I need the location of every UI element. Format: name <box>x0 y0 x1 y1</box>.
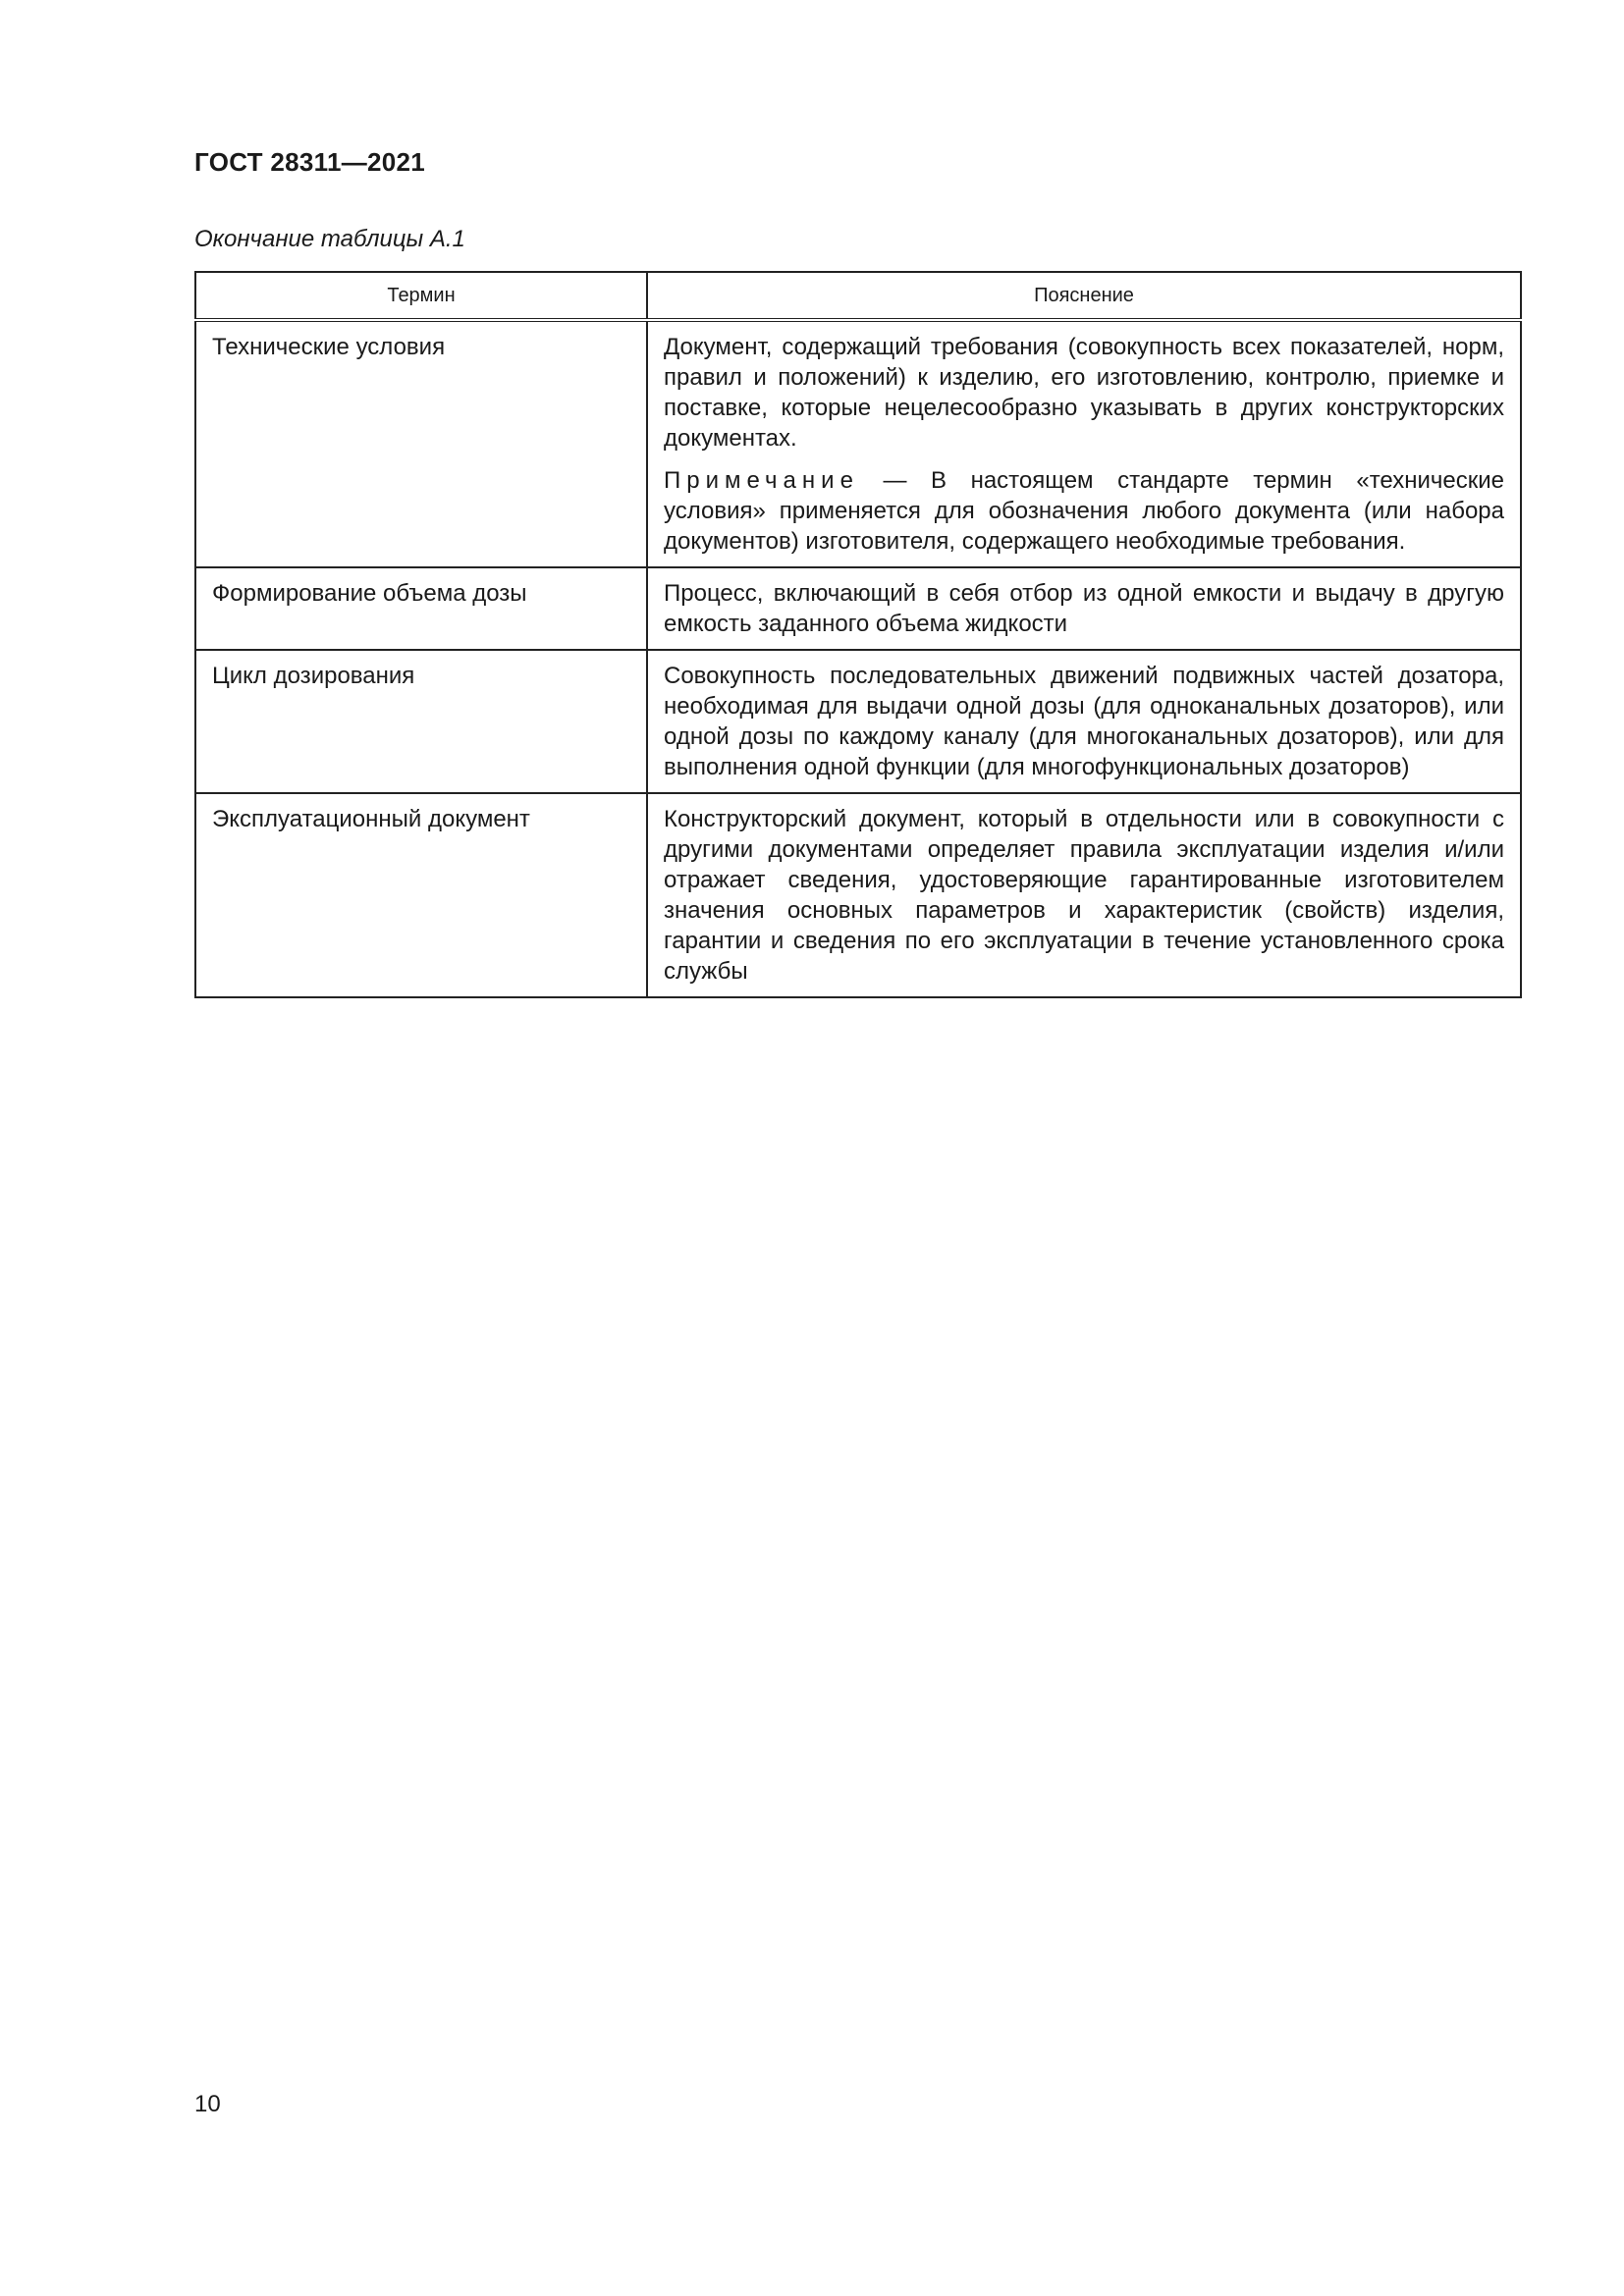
explanation-cell: Совокупность последовательных движений подвижных частей дозатора, необходимая для выдачи одной дозы (для одноканальных дозаторов), или одной дозы по каждому каналу (для многоканальных дозаторов), или для выполнения одной функции (для многофункциональных дозаторов) <box>647 650 1521 793</box>
document-header: ГОСТ 28311—2021 <box>194 147 426 177</box>
page-number: 10 <box>194 2091 221 2117</box>
term-cell: Эксплуатационный документ <box>195 793 647 997</box>
column-header-explanation: Пояснение <box>647 272 1521 320</box>
column-header-term: Термин <box>195 272 647 320</box>
table-row <box>195 650 1521 793</box>
table-header-row <box>195 272 1521 320</box>
note-label: Примечание <box>664 467 859 494</box>
note-text: — В настоящем стандарте термин «технические условия» применяется для обозначения любого документа (или набора документов) изготовителя, содержащего необходимые требования. <box>664 467 1504 555</box>
terms-table <box>194 271 1522 998</box>
table-row <box>195 793 1521 997</box>
table-row <box>195 567 1521 650</box>
note <box>664 465 1504 557</box>
explanation-cell: Процесс, включающий в себя отбор из одной емкости и выдачу в другую емкость заданного объема жидкости <box>647 567 1521 650</box>
explanation-cell <box>647 320 1521 567</box>
table-row <box>195 320 1521 567</box>
explanation-text: Документ, содержащий требования (совокупность всех показателей, норм, правил и положений) к изделию, его изготовлению, контролю, приемке и поставке, которые нецелесообразно указывать в других конструкторских документах. <box>664 334 1504 452</box>
term-cell: Технические условия <box>195 320 647 567</box>
term-cell: Формирование объема дозы <box>195 567 647 650</box>
table-caption: Окончание таблицы А.1 <box>194 226 465 252</box>
term-cell: Цикл дозирования <box>195 650 647 793</box>
explanation-cell: Конструкторский документ, который в отдельности или в совокупности с другими документами определяет правила эксплуатации изделия и/или отражает сведения, удостоверяющие гарантированные изготовителем значения основных параметров и характеристик (свойств) изделия, гарантии и сведения по его эксплуатации в течение установленного срока службы <box>647 793 1521 997</box>
